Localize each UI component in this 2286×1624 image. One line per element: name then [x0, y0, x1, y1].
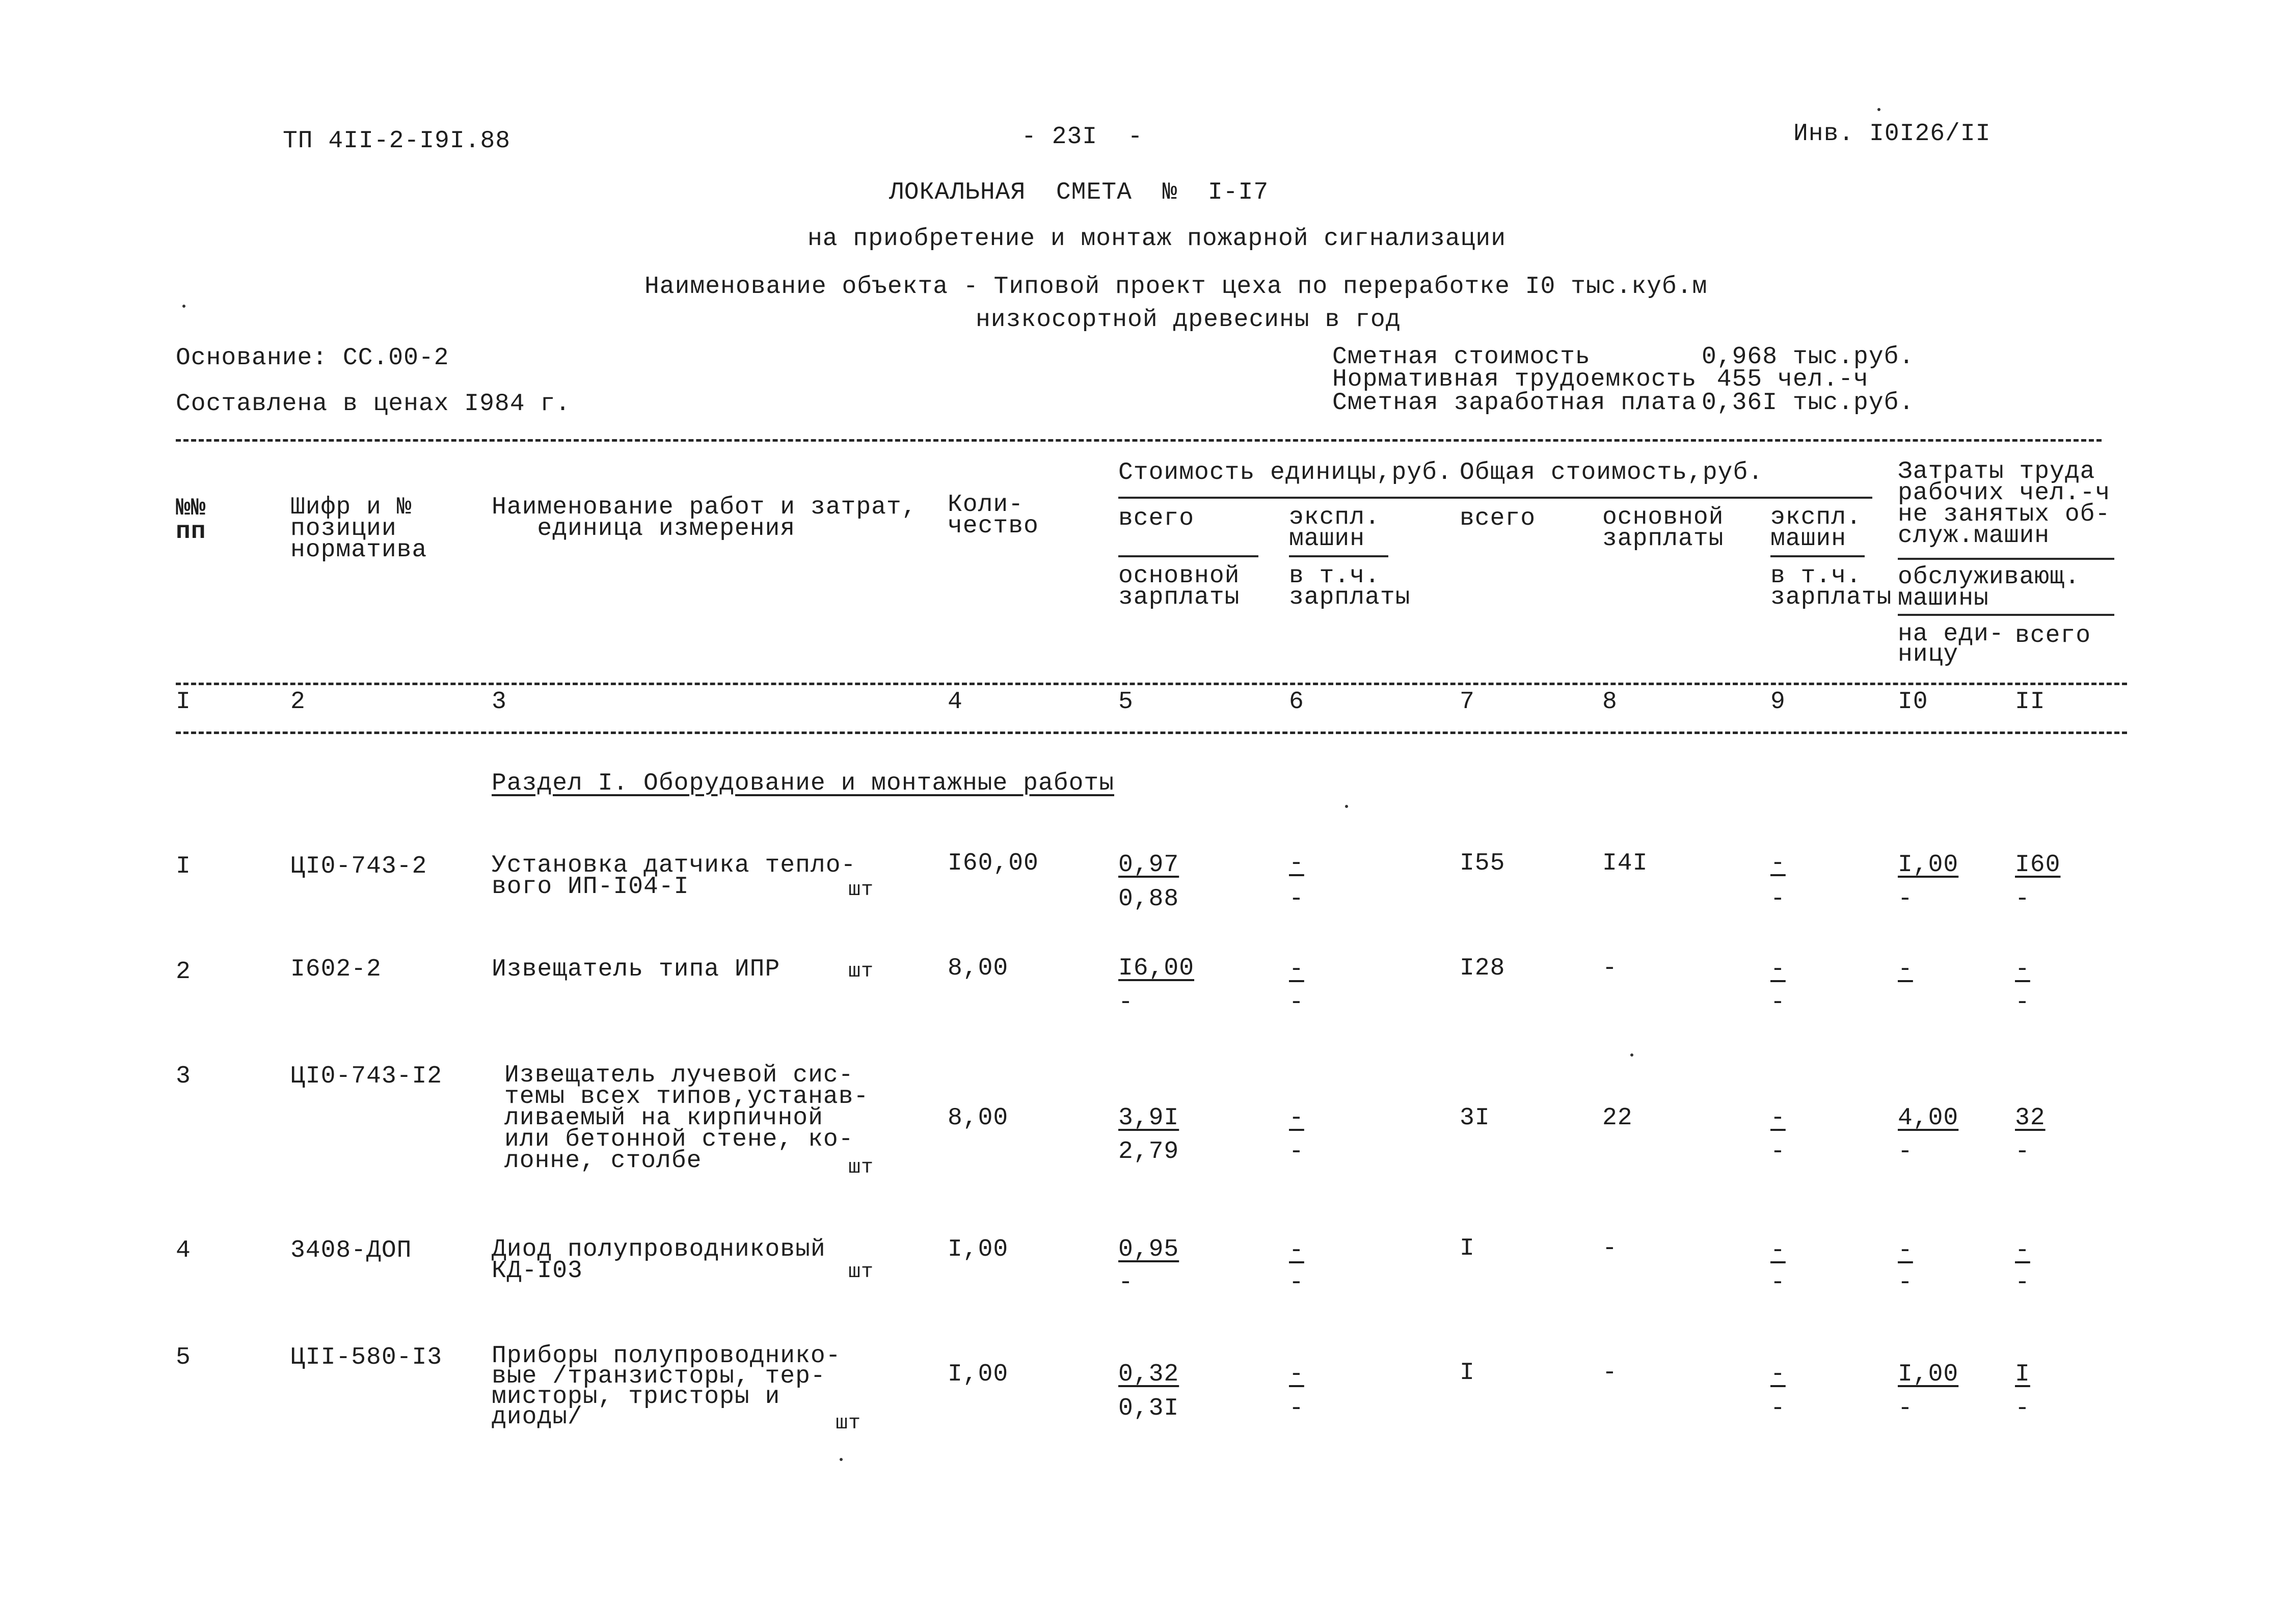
scan-speck: [182, 305, 185, 308]
page-number: - 23I -: [1021, 123, 1143, 151]
scan-speck: [1877, 108, 1880, 111]
column-number-7: 7: [1460, 688, 1475, 716]
row-unit-wages: 0,3I: [1118, 1395, 1179, 1422]
column-number-11: II: [2015, 688, 2046, 716]
row-unit-total: 0,95: [1118, 1236, 1179, 1263]
inventory-number: Инв. I0I26/II: [1793, 120, 1991, 148]
row-quantity: I,00: [948, 1236, 1009, 1263]
header-col-name: Наименование работ и затрат, единица измерения: [492, 494, 917, 543]
row-unit: шт: [848, 1156, 874, 1179]
header-group-unit-cost: Стоимость единицы,руб.: [1118, 459, 1453, 486]
header-cost-rule: [1118, 497, 1872, 499]
row-unit-total: 3,9I: [1118, 1104, 1179, 1132]
column-number-5: 5: [1118, 688, 1134, 716]
header-labor-rule-2: [1898, 614, 2114, 616]
row-unit-machines: -: [1289, 850, 1304, 877]
column-number-8: 8: [1602, 688, 1618, 716]
row-labor-per-unit: I,00: [1898, 851, 1959, 879]
column-number-3: 3: [492, 688, 507, 716]
row-name: Извещатель типа ИПР: [492, 956, 781, 983]
row-total-machines: -: [1770, 1361, 1786, 1388]
header-unit-total-rule: [1118, 555, 1258, 557]
labor-intensity-label: Нормативная трудоемкость: [1332, 366, 1697, 393]
row-total: I: [1460, 1235, 1475, 1262]
header-col-number: №№ пп: [176, 495, 206, 546]
row-name: Приборы полупроводнико- вые /транзисторы, тер- мисторы, тристоры и диоды/: [492, 1342, 841, 1431]
row-unit-total: I6,00: [1118, 955, 1195, 982]
document-code: ТП 4II-2-I9I.88: [283, 127, 511, 155]
row-unit-wages: -: [1118, 989, 1134, 1016]
header-total-wages: основной зарплаты: [1602, 504, 1724, 553]
row-name: Установка датчика тепло- вого ИП-I04-I: [492, 852, 856, 901]
row-quantity: 8,00: [948, 1104, 1009, 1132]
column-number-1: I: [176, 688, 191, 716]
row-labor-per-unit: I,00: [1898, 1361, 1959, 1388]
row-labor-total-machines: -: [2015, 1395, 2030, 1422]
row-total: I28: [1460, 955, 1505, 982]
row-unit-total: 0,32: [1118, 1361, 1179, 1388]
prices-year-line: Составлена в ценах I984 г.: [176, 390, 571, 418]
row-unit-machines: -: [1289, 1104, 1304, 1132]
row-labor-total: -: [2015, 1237, 2030, 1264]
row-number: 3: [176, 1063, 191, 1090]
row-labor-total: I: [2015, 1361, 2030, 1388]
header-total-machines-rule: [1770, 555, 1865, 557]
row-unit-wages: 2,79: [1118, 1138, 1179, 1166]
row-unit-machine-wages: -: [1289, 989, 1304, 1016]
row-unit-machine-wages: -: [1289, 1395, 1304, 1422]
row-quantity: I60,00: [948, 850, 1039, 877]
column-number-10: I0: [1898, 688, 1928, 716]
row-total: I55: [1460, 850, 1505, 877]
column-number-2: 2: [290, 688, 306, 716]
row-unit: шт: [836, 1412, 862, 1435]
row-total-wages: -: [1602, 1235, 1618, 1262]
header-unit-machine-wages: в т.ч. зарплаты: [1289, 562, 1411, 611]
row-total: I: [1460, 1359, 1475, 1387]
row-code: ЦI0-743-I2: [290, 1063, 443, 1090]
row-labor-total-machines: -: [2015, 1269, 2030, 1296]
column-number-6: 6: [1289, 688, 1304, 716]
row-unit-machine-wages: -: [1289, 1269, 1304, 1296]
row-labor-total: I60: [2015, 851, 2061, 879]
row-total: 3I: [1460, 1104, 1490, 1132]
row-quantity: 8,00: [948, 955, 1009, 982]
row-number: 4: [176, 1237, 191, 1264]
row-total-wages: I4I: [1602, 850, 1648, 877]
row-total-machine-wages: -: [1770, 885, 1786, 913]
header-labor-per-unit: на еди- ницу: [1898, 620, 2004, 668]
row-unit-machines: -: [1289, 1237, 1304, 1264]
document-subtitle: на приобретение и монтаж пожарной сигнализации: [808, 225, 1507, 253]
row-labor-per-unit-machines: -: [1898, 885, 1913, 913]
row-number: I: [176, 853, 191, 880]
header-col-quantity: Коли- чество: [948, 491, 1039, 540]
row-total-machines: -: [1770, 1104, 1786, 1132]
header-labor-rule-1: [1898, 558, 2114, 560]
row-labor-per-unit-machines: -: [1898, 1138, 1913, 1166]
row-total-machines: -: [1770, 1237, 1786, 1264]
row-unit-machine-wages: -: [1289, 885, 1304, 913]
dashed-rule-header-bottom: [176, 683, 2127, 685]
row-total-machine-wages: -: [1770, 989, 1786, 1016]
row-labor-per-unit: -: [1898, 1237, 1913, 1264]
object-name: Наименование объекта - Типовой проект цеха по переработке I0 тыс.куб.м: [644, 273, 1708, 301]
header-total-machine-wages: в т.ч. зарплаты: [1770, 562, 1892, 611]
estimated-cost-value: 0,968 тыс.руб.: [1702, 343, 1915, 371]
row-unit-total: 0,97: [1118, 851, 1179, 879]
row-labor-total: 32: [2015, 1104, 2046, 1132]
row-unit-machines: -: [1289, 956, 1304, 983]
header-labor-total: всего: [2015, 622, 2091, 649]
row-total-machines: -: [1770, 956, 1786, 983]
row-unit: шт: [848, 1261, 874, 1284]
row-labor-per-unit-machines: -: [1898, 1395, 1913, 1422]
row-unit-wages: 0,88: [1118, 885, 1179, 913]
header-total-machines: экспл. машин: [1770, 504, 1862, 553]
estimated-cost-label: Сметная стоимость: [1332, 343, 1591, 371]
scan-speck: [1630, 1053, 1633, 1057]
row-unit-machine-wages: -: [1289, 1138, 1304, 1166]
row-total-machines: -: [1770, 850, 1786, 877]
row-labor-total: -: [2015, 956, 2030, 983]
row-labor-per-unit: -: [1898, 956, 1913, 983]
row-total-wages: -: [1602, 955, 1618, 982]
row-unit-machines: -: [1289, 1361, 1304, 1388]
header-unit-machines: экспл. машин: [1289, 504, 1380, 553]
header-group-labor: Затраты труда рабочих чел.-ч не занятых об- служ.машин: [1898, 458, 2111, 550]
row-quantity: I,00: [948, 1361, 1009, 1388]
row-total-wages: 22: [1602, 1104, 1633, 1132]
row-unit-wages: -: [1118, 1269, 1134, 1296]
row-code: ЦII-580-I3: [290, 1344, 443, 1371]
row-unit: шт: [848, 879, 874, 902]
row-code: 3408-ДОП: [290, 1237, 412, 1264]
row-total-machine-wages: -: [1770, 1269, 1786, 1296]
header-labor-machines: обслуживающ. машины: [1898, 563, 2080, 612]
object-name-continued: низкосортной древесины в год: [976, 306, 1401, 334]
labor-intensity-value: 455 чел.-ч: [1702, 366, 1869, 393]
document-title: ЛОКАЛЬНАЯ СМЕТА № I-I7: [889, 179, 1269, 206]
scan-speck: [1345, 805, 1348, 808]
row-code: I602-2: [290, 956, 382, 983]
row-code: ЦI0-743-2: [290, 853, 427, 880]
row-total-wages: -: [1602, 1359, 1618, 1387]
header-total-total: всего: [1460, 505, 1536, 532]
section-title: Раздел I. Оборудование и монтажные работы: [492, 770, 1114, 797]
header-group-total-cost: Общая стоимость,руб.: [1460, 459, 1764, 486]
row-labor-total-machines: -: [2015, 885, 2030, 913]
column-number-4: 4: [948, 688, 963, 716]
row-unit: шт: [848, 960, 874, 983]
header-unit-total: всего: [1118, 505, 1195, 532]
dashed-rule-numbers-bottom: [176, 732, 2127, 734]
basis-line: Основание: СС.00-2: [176, 344, 449, 372]
row-labor-per-unit: 4,00: [1898, 1104, 1959, 1132]
column-number-9: 9: [1770, 688, 1786, 716]
row-total-machine-wages: -: [1770, 1138, 1786, 1166]
estimated-wages-value: 0,36I тыс.руб.: [1702, 389, 1915, 417]
row-labor-total-machines: -: [2015, 989, 2030, 1016]
row-labor-total-machines: -: [2015, 1138, 2030, 1166]
row-number: 2: [176, 958, 191, 986]
row-labor-per-unit-machines: -: [1898, 1269, 1913, 1296]
estimated-wages-label: Сметная заработная плата: [1332, 389, 1697, 417]
header-unit-wages: основной зарплаты: [1118, 562, 1240, 611]
row-number: 5: [176, 1344, 191, 1371]
header-unit-machines-rule: [1289, 555, 1388, 557]
row-name: Извещатель лучевой сис- темы всех типов,устанав- ливаемый на кирпичной или бетонной стене, ко- лонне, столбе: [504, 1062, 869, 1175]
dashed-rule-top: [176, 439, 2102, 442]
header-col-code: Шифр и № позиции норматива: [290, 494, 427, 564]
row-name: Диод полупроводниковый КД-I03: [492, 1236, 826, 1285]
row-total-machine-wages: -: [1770, 1395, 1786, 1422]
scan-speck: [840, 1458, 843, 1461]
